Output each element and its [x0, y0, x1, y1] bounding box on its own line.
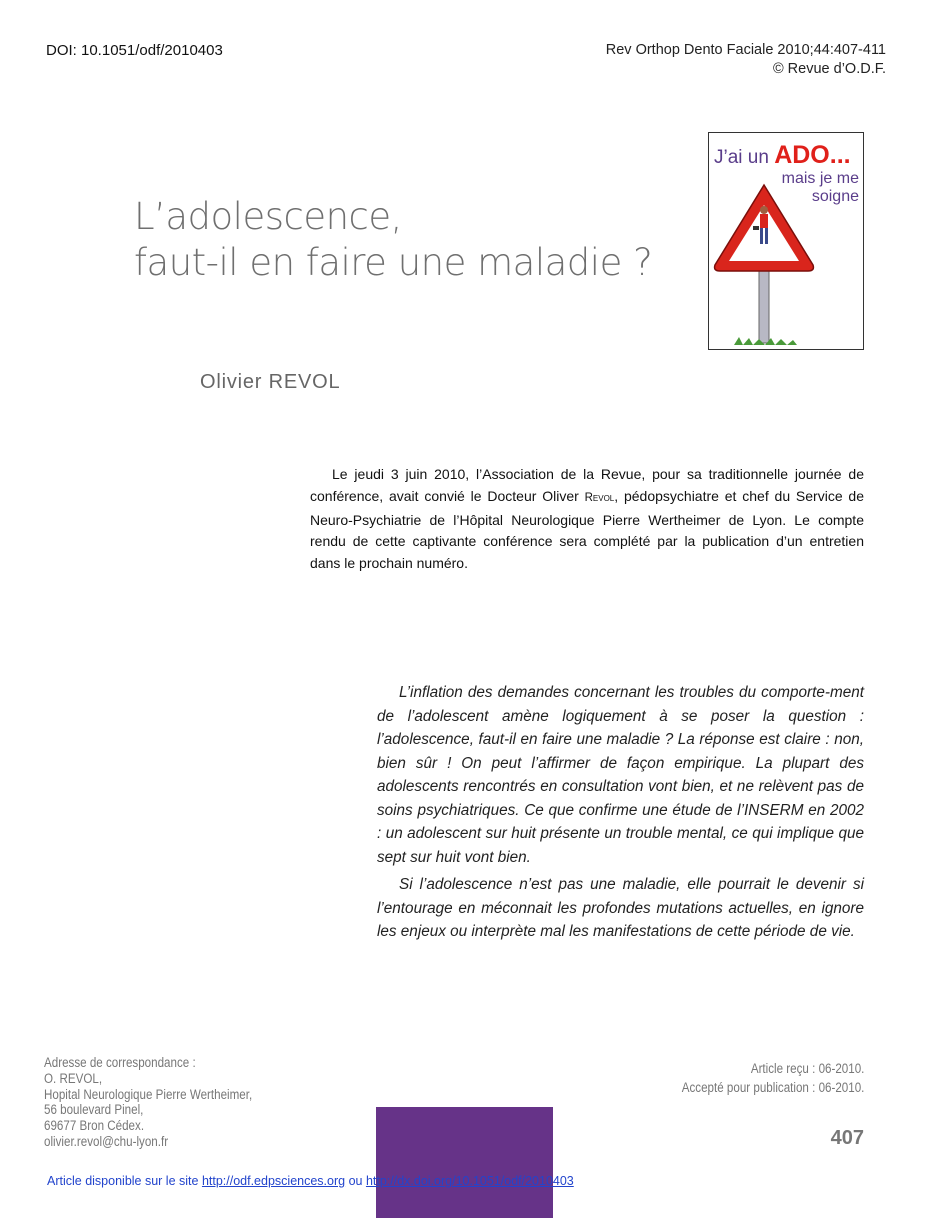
- cover-text-3: soigne: [811, 188, 859, 205]
- figure-body: [760, 214, 768, 228]
- abstract-paragraph-1: L’inflation des demandes concernant les troubles du comporte-ment de l’adolescent amène logiquement à se poser la question : l’adolescence, faut-il en faire une maladie ? La réponse est claire : non, bien sûr ! On peut l’affirmer de façon empirique. La plupart des adolescents rencontrés en consultation vont bien, et ne relèvent pas de soins psychiatriques. Ce que confirme une étude de l’INSERM en 2002 : un adolescent sur huit présente un trouble mental, ce qui implique que sept sur huit vont bien.: [377, 684, 864, 866]
- corr-line: Hopital Neurologique Pierre Wertheimer,: [44, 1086, 253, 1102]
- page-number: 407: [830, 1127, 864, 1149]
- journal-citation-line: Rev Orthop Dento Faciale 2010;44:407-411: [605, 42, 886, 58]
- abstract-paragraph-2: Si l’adolescence n’est pas une maladie, elle pourrait le devenir si l’entourage en méconnait les profondes mutations actuelles, en ignore les enjeux ou interprète mal les manifestations de cette période de vie.: [377, 876, 864, 940]
- figure-bag: [753, 226, 759, 230]
- doi: DOI: 10.1051/odf/2010403: [46, 42, 223, 59]
- corr-line: 69677 Bron Cédex.: [44, 1118, 145, 1134]
- footer-middle: ou: [345, 1174, 366, 1188]
- title-line-2: faut-il en faire une maladie ?: [134, 241, 653, 284]
- intro-name: Revol: [584, 491, 615, 504]
- copyright-line: © Revue d’O.D.F.: [772, 61, 886, 77]
- doi-link[interactable]: http://dx.doi.org/10.1051/odf/2010403: [365, 1174, 574, 1188]
- footer-prefix: Article disponible sur le site: [47, 1174, 202, 1188]
- edpsciences-link[interactable]: http://odf.edpsciences.org: [201, 1174, 346, 1188]
- corr-line: O. REVOL,: [44, 1070, 103, 1086]
- corr-line: 56 boulevard Pinel,: [44, 1102, 144, 1118]
- figure-leg: [760, 228, 763, 244]
- purple-block: [376, 1107, 553, 1218]
- corr-email: olivier.revol@chu-lyon.fr: [44, 1133, 169, 1149]
- book-cover-image: [708, 132, 864, 350]
- received-date: Article reçu : 06-2010.: [750, 1061, 864, 1076]
- corr-line: Adresse de correspondance :: [44, 1055, 196, 1070]
- cover-text-1: J’ai un ADO...: [714, 141, 851, 169]
- title-line-1: L’adolescence,: [134, 195, 402, 238]
- warning-sign-illustration: [709, 133, 863, 349]
- accepted-date: Accepté pour publication : 06-2010.: [681, 1080, 864, 1095]
- figure-head: [760, 206, 768, 214]
- introduction: [310, 464, 864, 575]
- intro-paragraph: [310, 464, 864, 575]
- article-title: [134, 194, 652, 286]
- cover-text-2: mais je me: [781, 170, 859, 187]
- article-dates: [681, 1059, 864, 1097]
- abstract: [377, 681, 864, 948]
- author: Olivier REVOL: [200, 371, 341, 393]
- correspondence-address: [44, 1055, 252, 1150]
- intro-text: Le jeudi 3 juin 2010, l’Association de la Revue, pour sa traditionnelle journée de conférence, avait convié le Docteur Oliver: [310, 466, 864, 504]
- availability-footer: [47, 1174, 574, 1188]
- figure-leg: [765, 228, 768, 244]
- sign-pole: [759, 271, 769, 343]
- intro-text: , pédopsychiatre et chef du Service de Neuro-Psychiatrie de l’Hôpital Neurologique Pierre Wertheimer de Lyon. Le compte rendu de cette captivante conférence sera complété par la publication d’un entretien dans le prochain numéro.: [310, 487, 864, 572]
- journal-citation: [606, 41, 886, 79]
